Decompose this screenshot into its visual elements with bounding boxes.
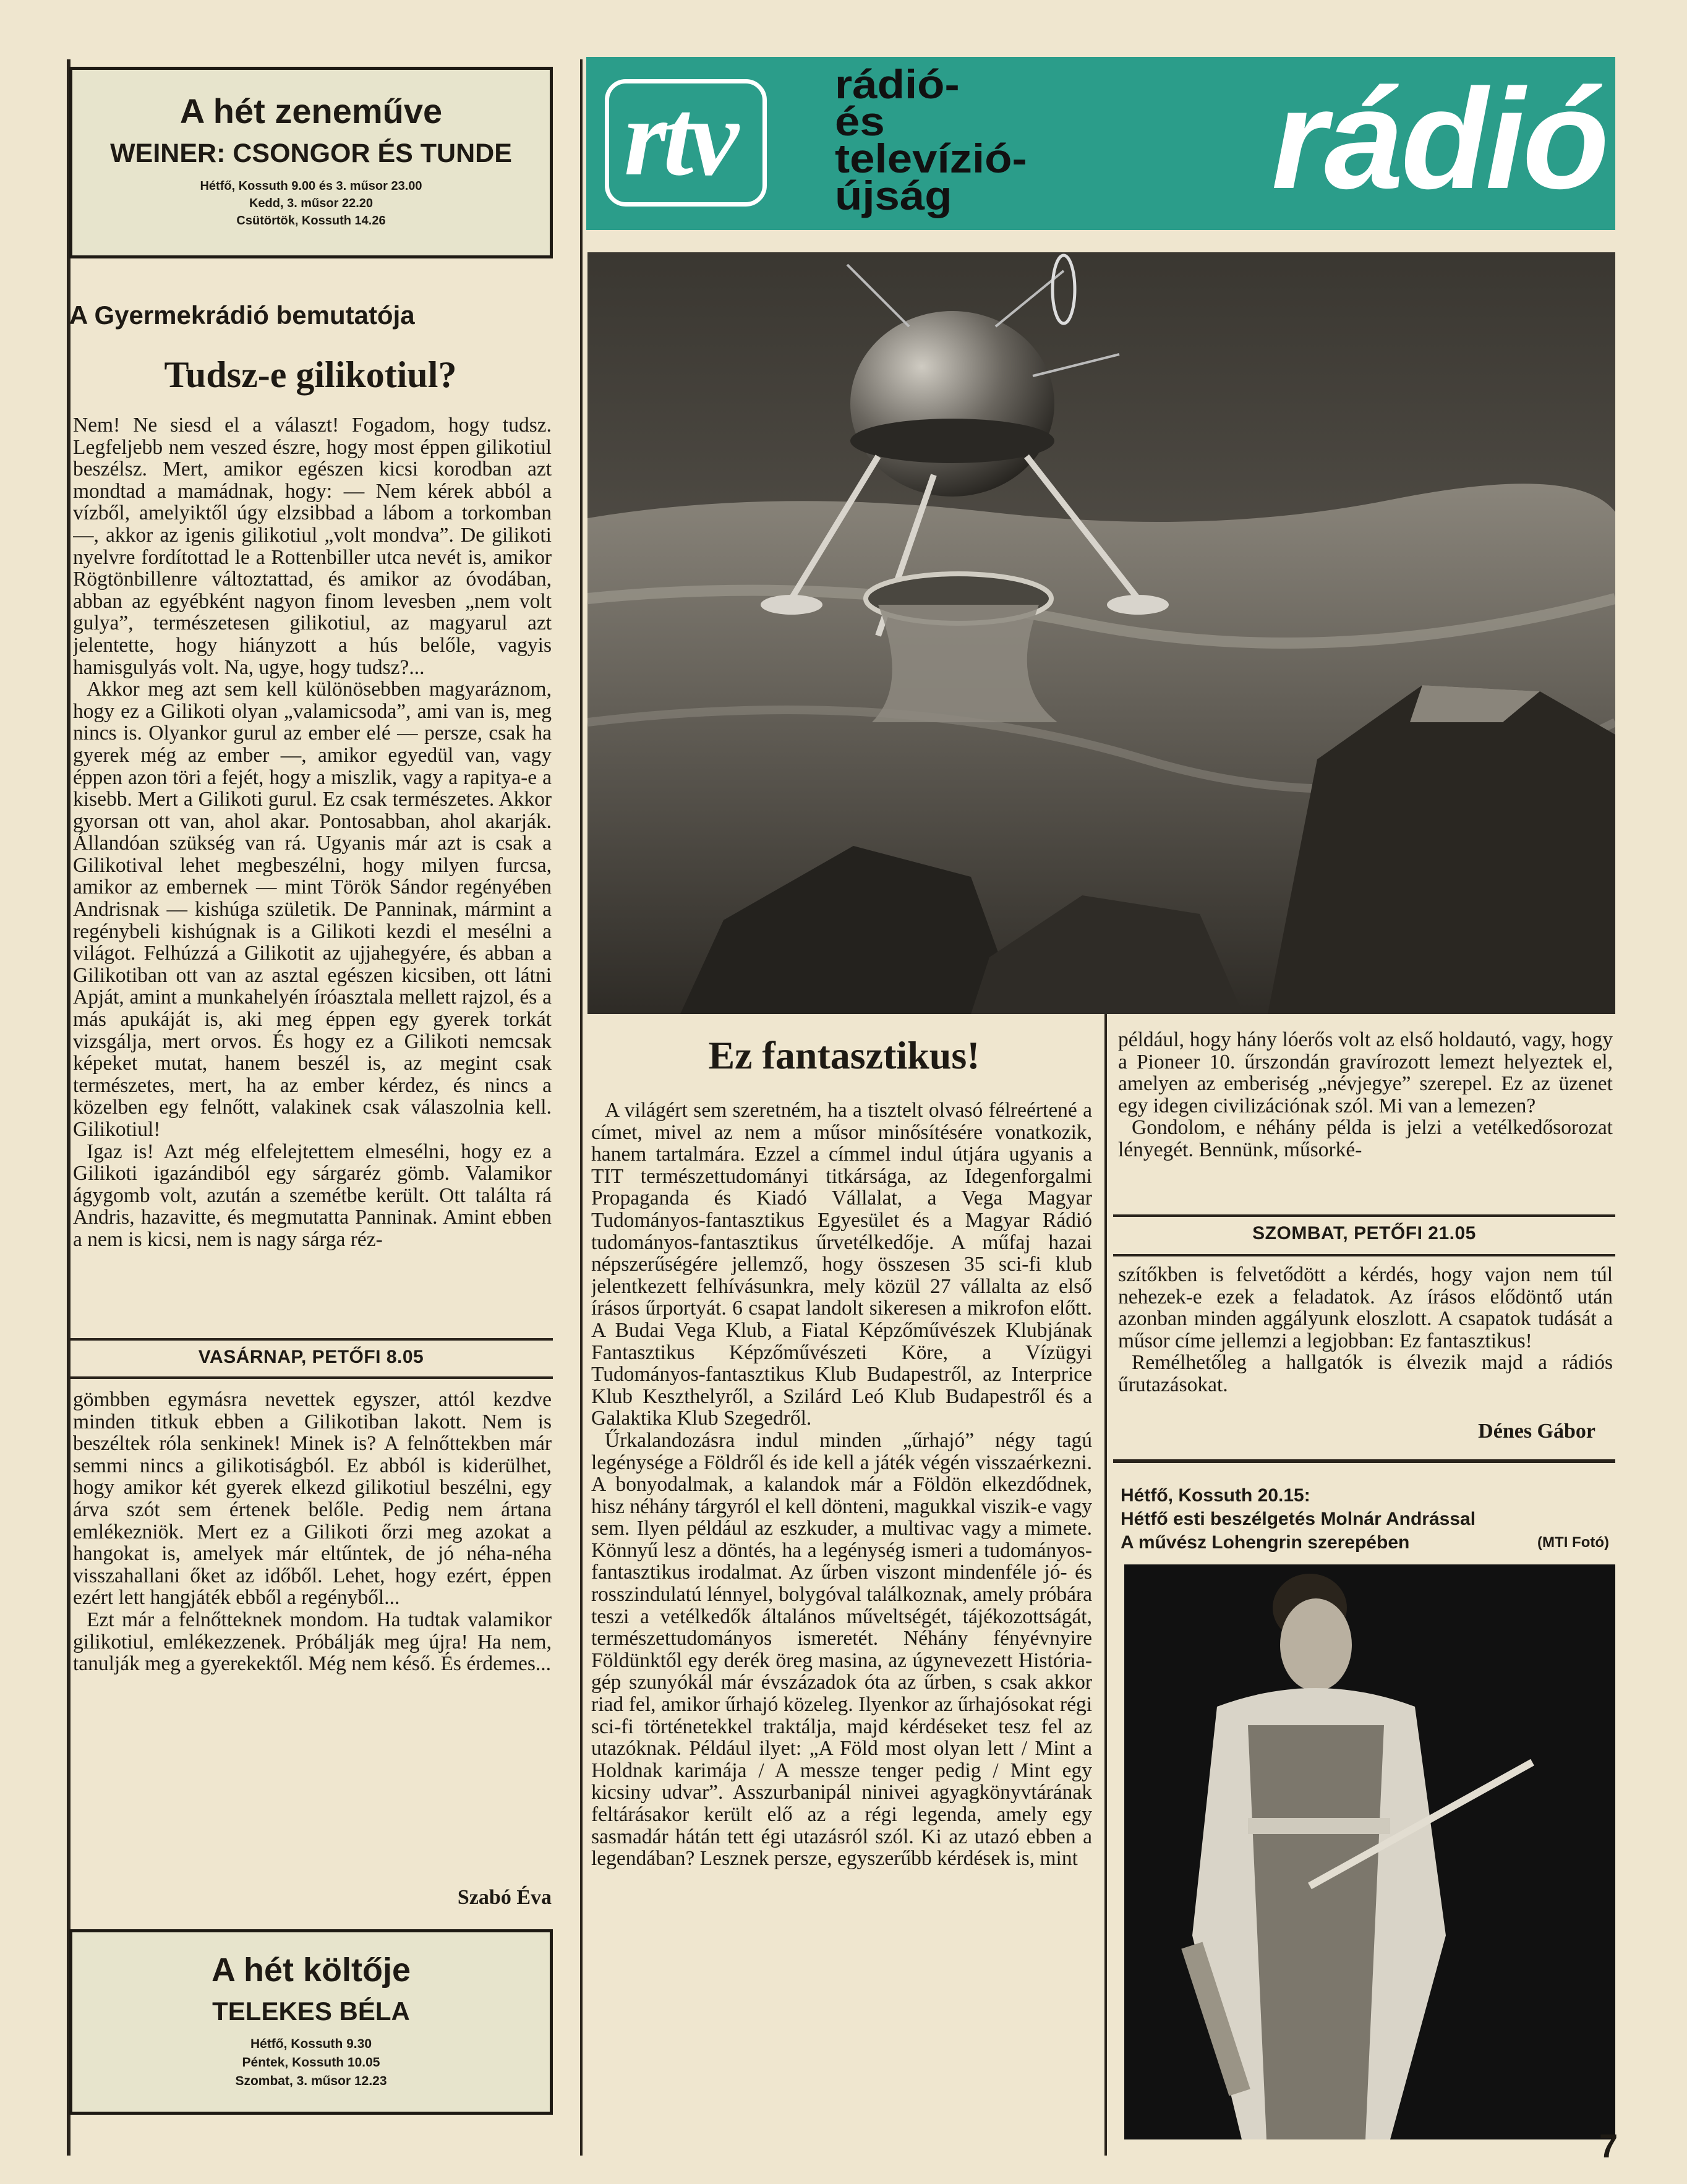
section-title: rádió [1271, 59, 1607, 218]
divider [1113, 1214, 1615, 1217]
box-subtitle: TELEKES BÉLA [212, 1997, 410, 2026]
masthead-band [586, 57, 1615, 230]
box-title: A hét költője [211, 1952, 411, 1989]
masthead-line: rádió- [835, 61, 960, 107]
poet-of-week-box [69, 1929, 553, 2115]
music-of-week-box [69, 67, 553, 258]
article-kicker: A Gyermekrádió bemutatója [69, 301, 415, 330]
caption-line: Hétfő, Kossuth 20.15: [1121, 1485, 1310, 1506]
paragraph: Akkor meg azt sem kell különösebben magyaráznom, hogy ez a Gilikoti olyan „valamicsoda”, ami van is, meg nincs is. Olyankor gurul az ember elé — persze, csak ha gyerek még az ember —, amikor egyedül van, vagy éppen azon töri a fejét, hogy a miszlik, vagy a rapitya-e a kisebb. Mert a Gilikoti gurul. Ez csak természetes. Akkor gyorsan ott van, ahol akar. Pontosabban, ahol akarják. Állandóan szükség van rá. Ugyanis már azt is csak a Gilikotival lehet megbeszélni, hogy milyen furcsa, amikor az embernek — mint Török Sándor regényében Andrisnak — kishúga születik. De Panninak, mármint a regénybeli kishúgnak is a Gilikoti kezdi el mesélni a világot. Felhúzzá a Gilikotit az ujjahegyére, és abban a Gilikotiban ott van az asztal egészen kicsiben, ott látni Apját, amint a munkahelyén íróasztala mellett rajzol, és a más apukáját is, aki meg éppen egy gyerek torkát vizsgálja, mert orvos. És hogy ez a Gilikoti nemcsak képeket mutat, hanem beszél is, az megint csak természetes, mert, ha az ember kérdez, és nincs a közelben egy felnőtt, valakinek csak válaszolnia kell. Gilikotiul! [73, 678, 552, 1141]
paragraph: A világért sem szeretném, ha a tisztelt olvasó félreértené a címet, mivel az nem a műsor minősítésére vonatkozik, hanem tartalmára. Ezzel a címmel indul útjára ugyanis a TIT természettudományi titkársága, az Idegenforgalmi Propaganda és Kiadó Vállalat, a Vega Magyar Tudományos-fantasztikus Egyesület és a Magyar Rádió tudományos-fantasztikus űrvetélkedője. A műfaj hazai népszerűségére jellemző, hogy összesen 35 sci-fi klub jelentkezett felhívásunkra, mely közül 27 vállalta az első írásos űrportyát. 6 csapat landolt sikeresen a mikrofon előtt. A Budai Vega Klub, a Fiatal Képzőművészek Klubjának Fantasztikus Képzőművészeti Köre, a Vízügyi Tudományos-fantasztikus Klub Budapestről, az Interprice Klub Keszthelyről, a Szilárd Leó Klub Budapestről és a Galaktika Klub Szegedről. [591, 1099, 1092, 1430]
rtv-logo-text: rtv [624, 76, 735, 198]
schedule-line: Hétfő, Kossuth 9.00 és 3. műsor 23.00 [200, 179, 422, 193]
schedule-line: Hétfő, Kossuth 9.30 [250, 2037, 372, 2051]
broadcast-label: SZOMBAT, PETŐFI 21.05 [1252, 1223, 1476, 1243]
masthead-line: újság [835, 173, 952, 218]
divider [1113, 1459, 1615, 1463]
page-number: 7 [1599, 2128, 1618, 2165]
article-body-col2a [1118, 1029, 1613, 1213]
rtv-logo [605, 76, 767, 207]
divider [1113, 1254, 1615, 1256]
signature: Dénes Gábor [1478, 1420, 1595, 1443]
article-title: Ez fantasztikus! [708, 1033, 980, 1077]
paragraph: gömbben egymásra nevettek egyszer, attól kezdve minden titkuk ebben a Gilikotiban lakott. Nem is beszéltek róla senkinek! Minek is? A felnőttekben már semmi nincs a gilikotiságból. Ez abból is kiderülhet, hogy amikor két gyerek elkezd gilikotiul beszélni, egy árva szót sem értenek belőle. Pedig nem ártana emlékezniök. Mert ez a Gilikoti őrzi meg azokat a hangokat is, amelyek már eltűntek, de jó néha-néha visszahallani őket az időből. Lehet, hogy ezért, éppen ezért lett hangjáték ebből a regényből... [73, 1389, 552, 1610]
lander-illustration [587, 252, 1615, 1014]
divider [69, 1376, 553, 1379]
paragraph: Nem! Ne siesd el a választ! Fogadom, hogy tudsz. Legfeljebb nem veszed észre, hogy most éppen gilikotiul beszélsz. Mert, amikor egészen kicsi korodban azt mondtad a mamádnak, hogy: — Nem kérek abból a vízből, amelyiktől úgy elzsibbad a lábom a torkomban —, akkor az igenis gilikotiul „volt mondva”. De gilikoti nyelvre fordítottad le a Rottenbiller utca nevét is, amikor Rögtönbillenre változtattad, és amikor az óvodában, abban az egyébként nagyon finom levesben „nem volt gulya”, természetesen gilikotiul, az magyarul azt jelentette, hogy hiányzott a hús belőle, vagyis hamisgulyás volt. Na, ugye, hogy tudsz?... [73, 414, 552, 679]
article-body-col1 [591, 1099, 1092, 2141]
schedule-line: Szombat, 3. műsor 12.23 [235, 2074, 387, 2088]
lohengrin-photo [1124, 1564, 1615, 2139]
column-divider [580, 59, 583, 2156]
broadcast-label: VASÁRNAP, PETŐFI 8.05 [198, 1347, 424, 1367]
masthead-line: televízió- [835, 135, 1027, 181]
column-divider [1104, 1014, 1107, 2156]
paragraph: például, hogy hány lóerős volt az első holdautó, vagy, hogy a Pioneer 10. űrszondán gravírozott lemezt helyeztek el, amelyen az emberiség „névjegye” szerepel. Ez az üzenet egy idegen civilizációnak szól. Mi van a lemezen? [1118, 1029, 1613, 1117]
caption-line: Hétfő esti beszélgetés Molnár Andrással [1121, 1509, 1476, 1529]
schedule-line: Péntek, Kossuth 10.05 [242, 2055, 380, 2070]
lunar-lander-photo [587, 252, 1615, 1014]
paragraph: Remélhetőleg a hallgatók is élvezik majd a rádiós űrutazásokat. [1118, 1351, 1613, 1396]
paragraph: szítőkben is felvetődött a kérdés, hogy vajon nem túl nehezek-e ezek a feladatok. Az írásos elődöntő után azonban minden aggályunk eloszlott. A csapatok tudását a műsor címe jellemzi a legjobban: Ez fantasztikus! [1118, 1264, 1613, 1352]
actor-illustration [1124, 1564, 1615, 2139]
box-title: A hét zeneműve [179, 92, 443, 130]
paragraph: Gondolom, e néhány példa is jelzi a vetélkedősorozat lényegét. Bennünk, műsorké- [1118, 1116, 1613, 1161]
masthead-title [835, 61, 1027, 218]
article-title: Tudsz-e gilikotiul? [164, 354, 457, 395]
photo-caption [1121, 1484, 1615, 1555]
article-body-part1 [73, 414, 552, 1328]
divider [69, 1338, 553, 1341]
paragraph: Ezt már a felnőtteknek mondom. Ha tudtak valamikor gilikotiul, emlékezzenek. Próbálják meg újra! Ha nem, tanulják meg a gyerekektől. Még nem késő. És érdemes... [73, 1608, 552, 1676]
article-body-part2 [73, 1389, 552, 1879]
photo-credit: (MTI Fotó) [1537, 1534, 1609, 1551]
schedule-line: Csütörtök, Kossuth 14.26 [236, 214, 386, 228]
signature: Szabó Éva [457, 1886, 552, 1909]
caption-line: A művész Lohengrin szerepében [1121, 1532, 1410, 1553]
paragraph: Űrkalandozásra indul minden „űrhajó” négy tagú legénysége a Földről és ide kell a játék végén visszaérkezni. A bonyodalmak, a kalandok már a Földön elkezdődnek, hisz néhány tárgyról el kell dönteni, magukkal viszik-e vagy sem. Ilyen például az eszkuder, a multivac vagy a mimete. Könnyű lesz a döntés, ha a legénység ismeri a tudományos-fantasztikus irodalmat. Az űrben viszont mindenféle jó- és rosszindulatú lénnyel, bolygóval találkoznak, amely próbára teszi a vetélkedők általános műveltségét, tájékozottságát, természettudományos ismeretét. Néhány fényévnyire Földünktől egy derék öreg masina, az úgynevezett História-gép szunyókál már évszázadok óta az űrben, s csak akkor riad fel, amikor űrhajó közeleg. Ilyenkor az űrhajósokat régi sci-fi történetekkel traktálja, majd kérdéseket tesz fel az utazóknak. Például ilyet: „A Föld most olyan lett / Mint a Holdnak karimája / A messze tenger pedig / Mint egy kicsiny udvar”. Asszurbanipál ninivei agyagkönyvtárának feltárásakor került elő az a régi legenda, amely egy sasmadár hátán tett égi utazásról szól. Ki az utazó ebben a legendában? Lesznek persze, egyszerűbb kérdések is, mint [591, 1428, 1092, 1870]
masthead-line: és [835, 98, 885, 144]
schedule-line: Kedd, 3. műsor 22.20 [249, 197, 374, 210]
paragraph: Igaz is! Azt még elfelejtettem elmesélni, hogy ez a Gilikoti igazándiból egy sárgaréz gömb. Valamikor ágygomb volt, azután a szemétbe került. Ott találta rá Andris, hazavitte, és megmutatta Panninak. Amint ebben a nem is kicsi, nem is nagy sárga réz- [73, 1140, 552, 1251]
article-body-col2b [1118, 1264, 1613, 1422]
box-subtitle: WEINER: CSONGOR ÉS TUNDE [110, 139, 512, 168]
